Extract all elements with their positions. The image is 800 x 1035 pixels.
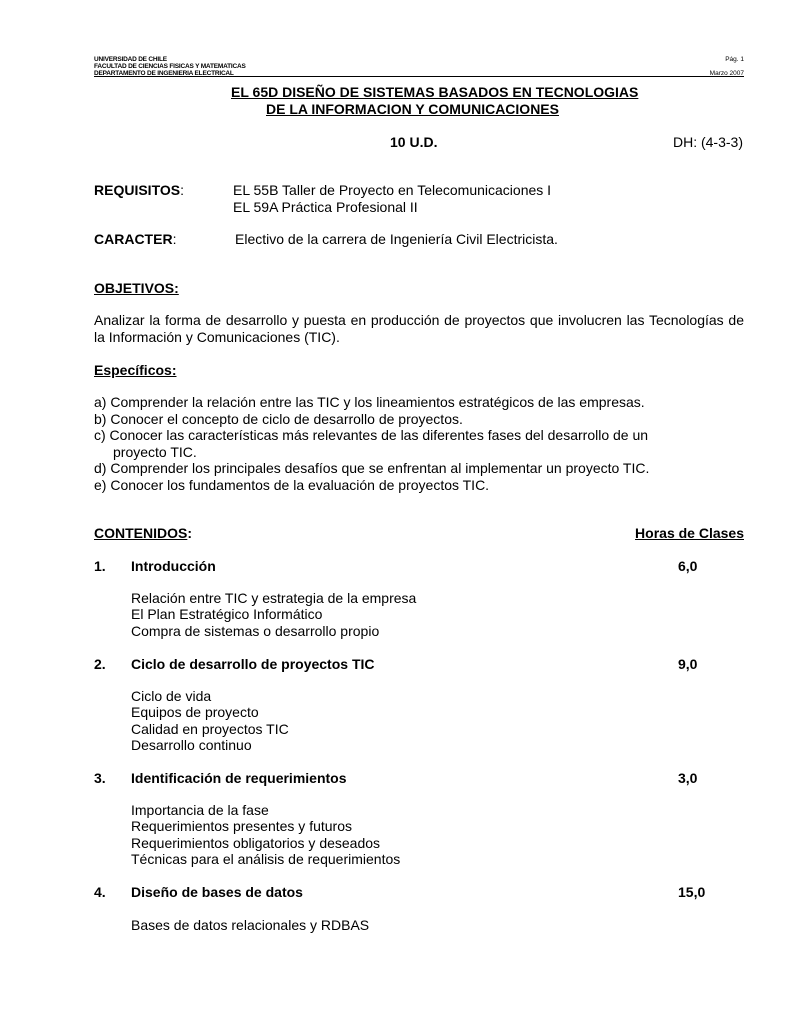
section-title: Ciclo de desarrollo de proyectos TIC — [131, 656, 375, 672]
section-topics — [131, 917, 369, 933]
especifico-item: b) Conocer el concepto de ciclo de desarrollo de proyectos. — [94, 410, 463, 427]
topic-item: Equipos de proyecto — [131, 704, 259, 721]
section-hours: 6,0 — [678, 558, 698, 574]
topic-item: Bases de datos relacionales y RDBAS — [131, 917, 370, 933]
topic-item: Compra de sistemas o desarrollo propio — [131, 622, 380, 639]
objetivos-heading: OBJETIVOS: — [94, 280, 179, 296]
header-department: DEPARTAMENTO DE INGENIERIA ELECTRICAL — [94, 70, 234, 77]
caracter-colon: : — [172, 231, 177, 247]
especificos-heading: Específicos: — [94, 362, 177, 378]
course-dh: DH: (4-3-3) — [672, 134, 743, 150]
requisitos-label-row — [94, 182, 184, 199]
course-units: 10 U.D. — [390, 134, 438, 150]
section-hours: 3,0 — [678, 770, 698, 786]
requisito-item: EL 59A Práctica Profesional II — [233, 199, 418, 215]
section-number: 4. — [94, 884, 106, 900]
header-page-number: Pág. 1 — [725, 56, 744, 63]
especifico-item: a) Comprender la relación entre las TIC y los lineamientos estratégicos de las empresas. — [94, 394, 645, 410]
topic-item: Relación entre TIC y estrategia de la empresa — [131, 590, 417, 606]
section-topics — [131, 590, 416, 639]
course-title-line-2: DE LA INFORMACION Y COMUNICACIONES — [266, 101, 559, 117]
section-number: 2. — [94, 656, 106, 672]
horas-heading: Horas de Clases — [635, 525, 744, 541]
especifico-item: c) Conocer las características más relevantes de las diferentes fases del desarrollo de un proyecto TIC. — [94, 427, 649, 460]
section-title: Identificación de requerimientos — [131, 770, 347, 786]
section-topics — [131, 802, 400, 867]
section-number: 1. — [94, 558, 106, 574]
objetivos-text: Analizar la forma de desarrollo y puesta en producción de proyectos que involucren las Tecnologías de la Información y Comunicaciones (TIC). — [94, 312, 744, 345]
especificos-list — [94, 394, 694, 493]
section-topics — [131, 688, 289, 753]
caracter-label-row — [94, 231, 176, 248]
header-date: Marzo 2007 — [709, 70, 744, 77]
topic-item: El Plan Estratégico Informático — [131, 606, 323, 623]
especifico-item: e) Conocer los fundamentos de la evaluación de proyectos TIC. — [94, 476, 490, 493]
contenidos-heading-row — [94, 525, 192, 542]
section-hours: 15,0 — [678, 884, 706, 900]
section-title: Diseño de bases de datos — [131, 884, 303, 900]
contenidos-colon: : — [187, 525, 193, 541]
section-hours: 9,0 — [678, 656, 698, 672]
caracter-value: Electivo de la carrera de Ingeniería Civil Electricista. — [235, 231, 558, 247]
topic-item: Requerimientos presentes y futuros — [131, 818, 352, 835]
topic-item: Técnicas para el análisis de requerimientos — [131, 850, 401, 867]
contenidos-heading: CONTENIDOS — [94, 525, 188, 541]
requisitos-label: REQUISITOS — [94, 182, 181, 198]
section-title: Introducción — [131, 558, 216, 574]
especifico-item: d) Comprender los principales desafíos que se enfrentan al implementar un proyecto TIC. — [94, 460, 650, 476]
topic-item: Importancia de la fase — [131, 802, 269, 818]
course-title-line-1: EL 65D DISEÑO DE SISTEMAS BASADOS EN TECNOLOGIAS — [231, 84, 639, 100]
header-divider — [94, 76, 744, 77]
caracter-label: CARACTER — [94, 231, 173, 247]
topic-item: Desarrollo continuo — [131, 736, 252, 753]
requisito-item: EL 55B Taller de Proyecto en Telecomunicaciones I — [233, 182, 552, 198]
topic-item: Ciclo de vida — [131, 688, 212, 704]
section-number: 3. — [94, 770, 106, 786]
requisitos-colon: : — [180, 182, 184, 198]
topic-item: Calidad en proyectos TIC — [131, 720, 289, 737]
topic-item: Requerimientos obligatorios y deseados — [131, 834, 381, 851]
header-faculty: FACULTAD DE CIENCIAS FISICAS Y MATEMATICAS — [94, 63, 246, 70]
header-university: UNIVERSIDAD DE CHILE — [94, 56, 167, 63]
